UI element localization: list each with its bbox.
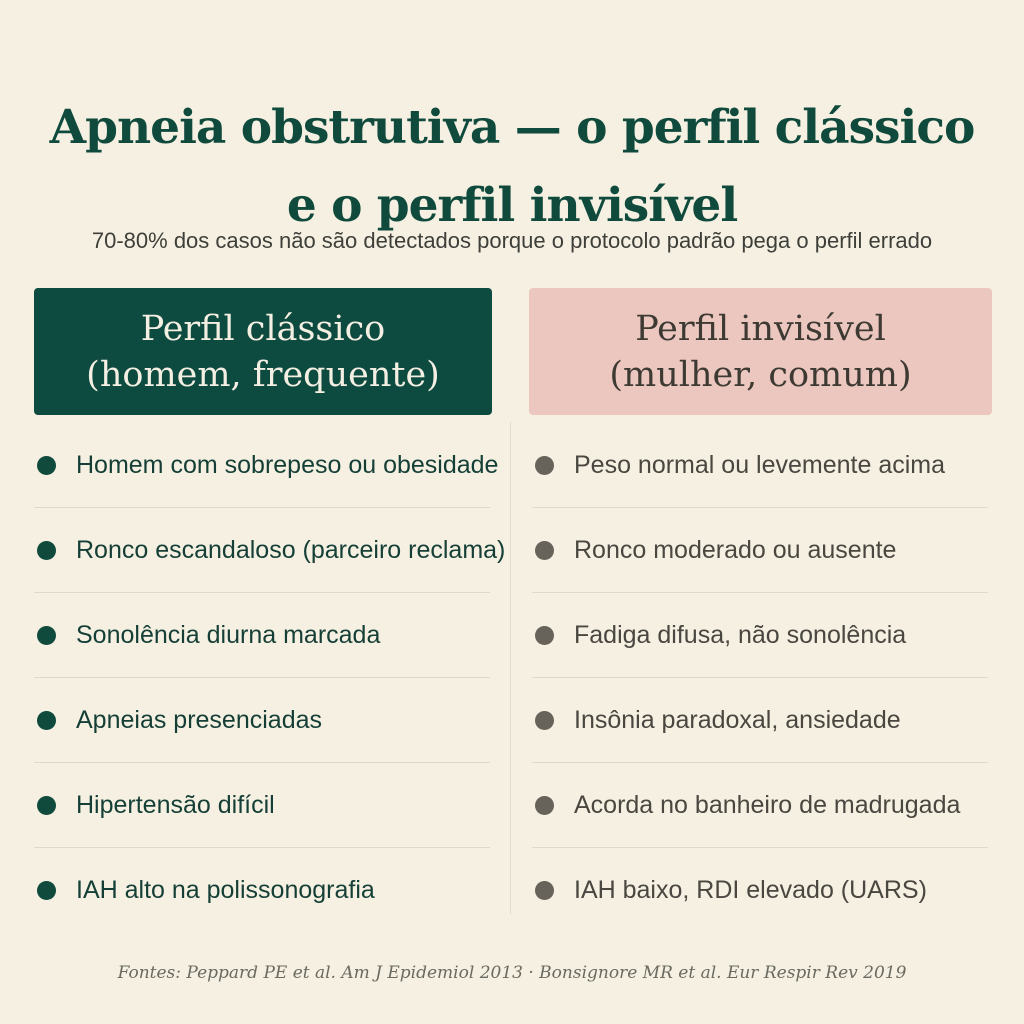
invisible-list-item-text: Peso normal ou levemente acima <box>574 450 946 479</box>
page-title <box>0 89 1024 245</box>
invisible-list-item <box>532 763 988 848</box>
page-title-line-1: Apneia obstrutiva — o perfil clássico <box>49 100 975 156</box>
invisible-list-item-text: Fadiga difusa, não sonolência <box>574 620 907 649</box>
classic-profile-heading: Perfil clássico <box>140 308 386 349</box>
invisible-list-item-text: Ronco moderado ou ausente <box>574 535 897 564</box>
invisible-list-item <box>532 678 988 763</box>
bullet-dot-icon <box>535 796 554 815</box>
invisible-profile-list <box>532 423 988 933</box>
classic-list-item-text: Homem com sobrepeso ou obesidade <box>76 450 499 479</box>
invisible-profile-header <box>529 288 992 415</box>
classic-profile-header <box>34 288 492 415</box>
classic-profile-list <box>34 423 506 933</box>
bullet-dot-icon <box>535 881 554 900</box>
bullet-dot-icon <box>535 626 554 645</box>
invisible-list-item <box>532 508 988 593</box>
invisible-profile-heading: Perfil invisível <box>635 308 886 349</box>
column-divider <box>510 422 511 914</box>
classic-list-item-text: Apneias presenciadas <box>76 705 322 734</box>
classic-list-item-text: IAH alto na polissonografia <box>76 876 375 904</box>
page-subtitle: 70-80% dos casos não são detectados porque o protocolo padrão pega o perfil errado <box>91 228 933 253</box>
bullet-dot-icon <box>37 796 56 815</box>
bullet-dot-icon <box>37 626 56 645</box>
bullet-dot-icon <box>535 541 554 560</box>
classic-list-item-text: Ronco escandaloso (parceiro reclama) <box>76 535 506 564</box>
bullet-dot-icon <box>37 711 56 730</box>
classic-list-item-text: Sonolência diurna marcada <box>76 620 381 649</box>
invisible-list-item <box>532 848 988 933</box>
classic-list-item <box>34 508 506 593</box>
bullet-dot-icon <box>37 456 56 475</box>
classic-list-item <box>34 848 490 933</box>
invisible-list-item-text: Insônia paradoxal, ansiedade <box>574 705 901 734</box>
bullet-dot-icon <box>37 881 56 900</box>
classic-list-item <box>34 763 490 848</box>
classic-list-item-text: Hipertensão difícil <box>76 790 275 819</box>
invisible-list-item-text: Acorda no banheiro de madrugada <box>574 790 961 819</box>
bullet-dot-icon <box>535 711 554 730</box>
invisible-list-item-text: IAH baixo, RDI elevado (UARS) <box>574 876 927 904</box>
bullet-dot-icon <box>37 541 56 560</box>
bullet-dot-icon <box>535 456 554 475</box>
invisible-list-item <box>532 593 988 678</box>
page-title-line-2: e o perfil invisível <box>286 178 738 234</box>
sources-footnote: Fontes: Peppard PE et al. Am J Epidemiol 2013 · Bonsignore MR et al. Eur Respir Rev 2019 <box>117 963 907 983</box>
invisible-list-item <box>532 423 988 508</box>
classic-list-item <box>34 593 490 678</box>
classic-list-item <box>34 678 490 763</box>
invisible-profile-subheading: (mulher, comum) <box>609 354 912 395</box>
classic-list-item <box>34 423 499 508</box>
classic-profile-subheading: (homem, frequente) <box>86 354 440 395</box>
